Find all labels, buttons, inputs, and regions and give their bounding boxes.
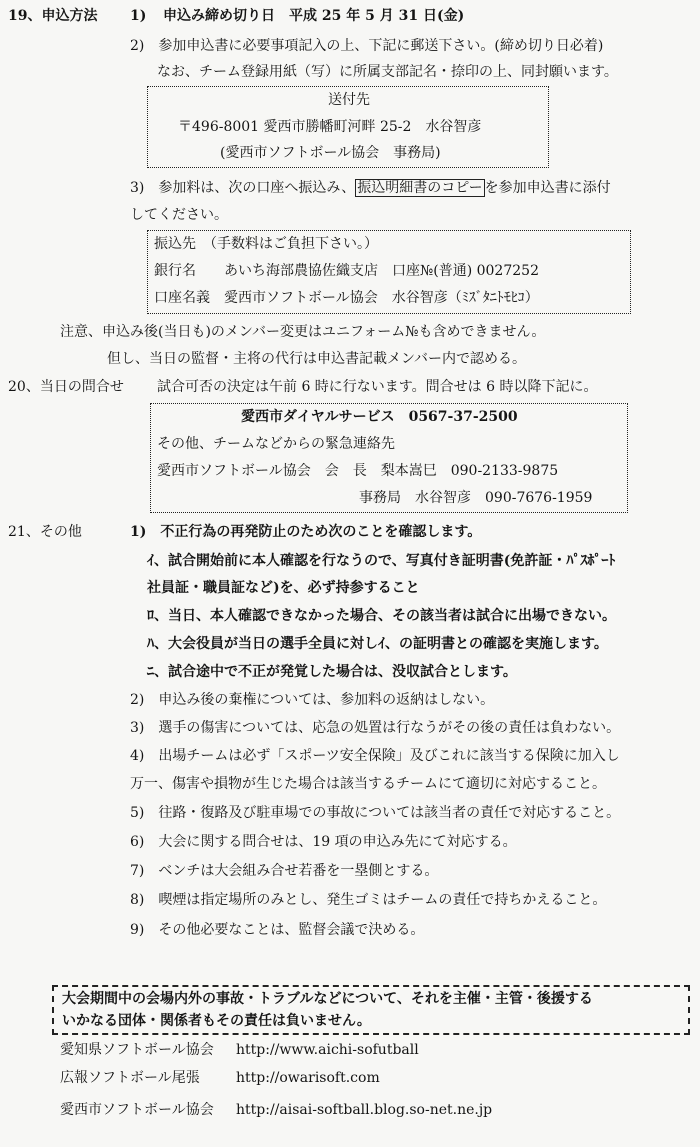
section-19-item2-line1: 2) 参加申込書に必要事項記入の上、下記に郵送下さい。(締め切り日必着) — [130, 38, 604, 54]
send-box-title: 送付先 — [328, 92, 370, 108]
link-org: 愛知県ソフトボール協会 — [60, 1042, 214, 1058]
dial-service-line: 愛西市ダイヤルサービス 0567-37-2500 — [241, 409, 518, 425]
section-19-item3-line2: してください。 — [130, 207, 228, 223]
link-row — [60, 1068, 200, 1088]
section-21-item6: 6) 大会に関する問合せは、19 項の申込み先にて対応する。 — [130, 834, 517, 850]
disclaimer-line1: 大会期間中の会場内外の事故・トラブルなどについて、それを主催・主管・後援する — [62, 991, 593, 1007]
section-19-label: 19、申込方法 — [8, 8, 98, 24]
send-box-org: (愛西市ソフトボール協会 事務局) — [220, 145, 441, 161]
office-contact: 事務局 水谷智彦 090-7676-1959 — [359, 490, 593, 506]
section-21-item7: 7) ベンチは大会組み合せ若番を一塁側とする。 — [130, 863, 439, 879]
section-21-item5: 5) 往路・復路及び駐車場での事故については該当者の責任で対応すること。 — [130, 805, 621, 821]
link-row — [60, 1100, 214, 1120]
sub-item-ni: ﾆ、試合途中で不正が発覚した場合は、没収試合とします。 — [147, 664, 517, 680]
section-21-label: 21、その他 — [8, 524, 82, 540]
section-20-text: 試合可否の決定は午前 6 時に行ないます。問合せは 6 時以降下記に。 — [157, 379, 598, 395]
section-21-item8: 8) 喫煙は指定場所のみとし、発生ゴミはチームの責任で持ちかえること。 — [130, 892, 607, 908]
contact-box — [150, 403, 628, 513]
link-org: 広報ソフトボール尾張 — [60, 1070, 200, 1086]
disclaimer-line2: いかなる団体・関係者もその責任は負いません。 — [62, 1013, 371, 1029]
item3-suffix: を参加申込書に添付 — [484, 180, 611, 196]
sub-item-i-cont: 社員証・職員証など)を、必ず持参すること — [147, 580, 420, 596]
link-url[interactable]: http://www.aichi-sofutball — [236, 1042, 419, 1058]
send-box-address: 〒496-8001 愛西市勝幡町河畔 25-2 水谷智彦 — [178, 119, 482, 135]
section-21-item1: 1) 不正行為の再発防止のため次のことを確認します。 — [130, 524, 482, 540]
section-19-item3-line1 — [130, 178, 611, 198]
emergency-contact-heading: その他、チームなどからの緊急連絡先 — [157, 436, 395, 452]
link-url[interactable]: http://aisai-softball.blog.so-net.ne.jp — [236, 1102, 493, 1118]
section-21-item3: 3) 選手の傷害については、応急の処置は行なうがその後の責任は負わない。 — [130, 720, 621, 736]
bank-box-line2: 銀行名 あいち海部農協佐織支店 口座№(普通) 0027252 — [154, 263, 539, 279]
section-21-item4-cont: 万一、傷害や損物が生じた場合は該当するチームにて適切に対応すること。 — [130, 776, 606, 792]
section-21-item9: 9) その他必要なことは、監督会議で決める。 — [130, 922, 425, 938]
transfer-receipt-highlight: 振込明細書のコピー — [357, 180, 483, 196]
section-19-item2-line2: なお、チーム登録用紙（写）に所属支部記名・捺印の上、同封願います。 — [157, 64, 618, 80]
bank-box-line3: 口座名義 愛西市ソフトボール協会 水谷智彦（ﾐｽﾞﾀﾆﾄﾓﾋｺ） — [154, 290, 539, 306]
sub-item-i: ｲ、試合開始前に本人確認を行なうので、写真付き証明書(免許証・ﾊﾟｽﾎﾟｰﾄ — [147, 553, 616, 569]
link-row — [60, 1040, 214, 1060]
item3-prefix: 3) 参加料は、次の口座へ振込み、 — [130, 180, 356, 196]
send-address-box — [147, 86, 549, 168]
sub-item-ro: ﾛ、当日、本人確認できなかった場合、その該当者は試合に出場できない。 — [147, 608, 616, 624]
link-org: 愛西市ソフトボール協会 — [60, 1102, 214, 1118]
disclaimer-box — [52, 985, 690, 1035]
deadline-text: 申込み締め切り日 平成 25 年 5 月 31 日(金) — [163, 8, 465, 24]
bank-info-box — [147, 230, 631, 314]
notice-line2: 但し、当日の監督・主将の代行は申込書記載メンバー内で認める。 — [107, 351, 527, 367]
chairman-contact: 愛西市ソフトボール協会 会 長 梨本嵩巳 090-2133-9875 — [157, 463, 559, 479]
link-url[interactable]: http://owarisoft.com — [236, 1070, 380, 1086]
section-19-item1-number: 1) — [130, 8, 147, 24]
bank-box-line1: 振込先 （手数料はご負担下さい。） — [154, 236, 378, 252]
sub-item-ha: ﾊ、大会役員が当日の選手全員に対しｲ、の証明書との確認を実施します。 — [147, 636, 608, 652]
section-21-item2: 2) 申込み後の棄権については、参加料の返納はしない。 — [130, 692, 495, 708]
section-20-label: 20、当日の問合せ — [8, 379, 124, 395]
section-21-item4: 4) 出場チームは必ず「スポーツ安全保険」及びこれに該当する保険に加入し — [130, 748, 620, 764]
notice-line1: 注意、申込み後(当日も)のメンバー変更はユニフォーム№も含めできません。 — [60, 324, 546, 340]
